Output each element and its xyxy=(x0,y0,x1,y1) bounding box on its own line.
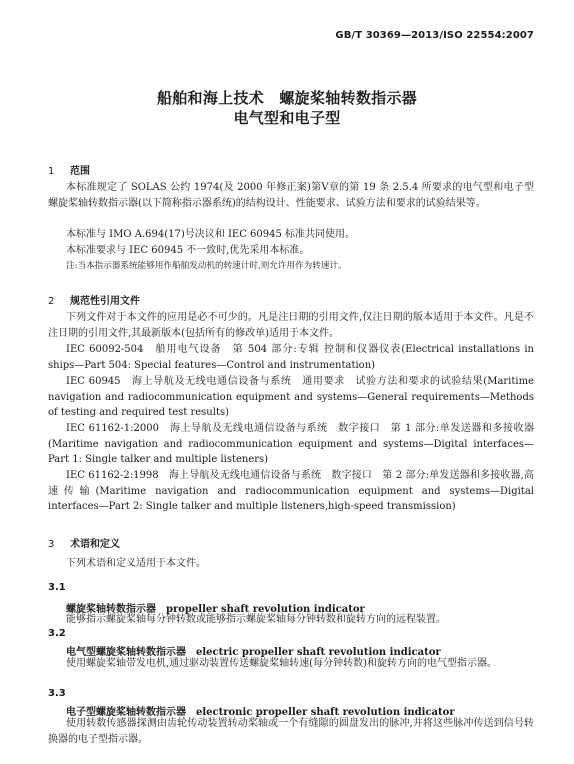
term-definition: 使用螺旋桨轴带发电机,通过驱动装置传送螺旋桨轴转速(每分钟转数)和旋转方向的电气型指示器。 xyxy=(66,658,497,669)
section-1-heading xyxy=(48,162,90,177)
title-line-2: 电气型和电子型 xyxy=(233,109,341,127)
section-title: 术语和定义 xyxy=(70,539,120,550)
term-name-en: electronic propeller shaft revolution indicator xyxy=(196,707,455,718)
term-name-zh: 螺旋桨轴转数指示器 xyxy=(66,604,156,615)
section-number: 3 xyxy=(48,539,55,550)
term-number: 3.3 xyxy=(48,688,66,699)
scope-paragraph-3: 本标准要求与 IEC 60945 不一致时,优先采用本标准。 xyxy=(66,245,310,256)
title-line-1: 船舶和海上技术 螺旋桨轴转数指示器 xyxy=(156,89,418,107)
section-2-heading xyxy=(48,292,140,307)
scope-paragraph-2: 本标准与 IMO A.694(17)号决议和 IEC 60945 标准共同使用。 xyxy=(66,229,356,240)
section-title: 范围 xyxy=(70,166,90,177)
reference-item: IEC 61162-2:1998 海上导航及无线电通信设备与系统 数字接口 第 2 部分:单发送器和多接收器,高速传输(Maritime navigation and radiocommunication equipment and systems—Digital interfaces—Part 2: Single talker and multiple listeners,high-speed transmission) xyxy=(48,470,534,512)
scope-paragraph: 本标准规定了 SOLAS 公约 1974(及 2000 年修正案)第Ⅴ章的第 19 条 2.5.4 所要求的电气型和电子型螺旋桨轴转数指示器(以下简称指示器系统)的结构设计、性能要求、试验方法和要求的试验结果等。 xyxy=(48,182,534,209)
reference-item: IEC 60092-504 船用电气设备 第 504 部分:专辑 控制和仪器仪表(Electrical installations in ships—Part 504: Special features—Control and instrumentation) xyxy=(48,344,534,371)
section-number: 1 xyxy=(48,166,55,177)
standard-code: GB/T 30369—2013/ISO 22554:2007 xyxy=(335,30,534,41)
term-definition: 使用转数传感器探测由齿轮传动装置转动桨轴或一个有缝隙的圆盘发出的脉冲,并将这些脉冲传送到信号转换器的电子型指示器。 xyxy=(48,718,534,745)
term-name-en: electric propeller shaft revolution indicator xyxy=(196,647,441,658)
term-name-en: propeller shaft revolution indicator xyxy=(166,604,365,615)
references-intro: 下列文件对于本文件的应用是必不可少的。凡是注日期的引用文件,仅注日期的版本适用于本文件。凡是不注日期的引用文件,其最新版本(包括所有的修改单)适用于本文件。 xyxy=(48,312,534,339)
section-title: 规范性引用文件 xyxy=(70,296,140,307)
section-number: 2 xyxy=(48,296,55,307)
reference-item: IEC 60945 海上导航及无线电通信设备与系统 通用要求 试验方法和要求的试验结果(Maritime navigation and radiocommunication equipment and systems—General requirements—Methods of testing and required test results) xyxy=(48,376,534,418)
scope-note: 注:当本指示器系统能够用作船舶发动机的转速计时,则允许用作为转速计。 xyxy=(66,261,347,271)
term-number: 3.1 xyxy=(48,582,66,593)
document-title xyxy=(0,88,574,128)
term-definition: 能够指示螺旋桨轴每分钟转数或能够指示螺旋桨轴每分钟转数和旋转方向的远程装置。 xyxy=(66,614,446,625)
term-name-zh: 电气型螺旋桨轴转数指示器 xyxy=(66,647,186,658)
reference-item: IEC 61162-1:2000 海上导航及无线电通信设备与系统 数字接口 第 1 部分:单发送器和多接收器(Maritime navigation and radiocommunication equipment and systems—Digital interfaces—Part 1: Single talker and multiple listeners) xyxy=(48,423,534,465)
terms-intro: 下列术语和定义适用于本文件。 xyxy=(66,558,206,569)
section-3-heading xyxy=(48,535,120,550)
term-name-zh: 电子型螺旋桨轴转数指示器 xyxy=(66,707,186,718)
term-number: 3.2 xyxy=(48,628,66,639)
